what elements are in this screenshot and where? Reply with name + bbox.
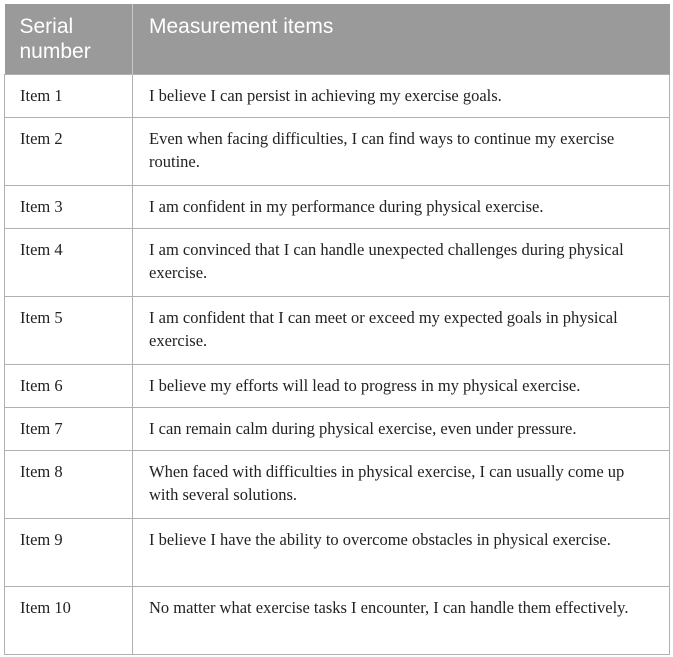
table-header-row xyxy=(5,4,670,75)
serial-cell: Item 9 xyxy=(5,519,133,587)
serial-cell: Item 5 xyxy=(5,297,133,365)
serial-cell: Item 2 xyxy=(5,118,133,186)
serial-cell: Item 8 xyxy=(5,451,133,519)
item-cell: When faced with difficulties in physical exercise, I can usually come up with several solutions. xyxy=(133,451,670,519)
table-row xyxy=(5,365,670,408)
serial-cell: Item 3 xyxy=(5,186,133,229)
serial-cell: Item 4 xyxy=(5,229,133,297)
header-serial-number: Serial number xyxy=(5,4,133,75)
item-cell: I am confident in my performance during physical exercise. xyxy=(133,186,670,229)
serial-cell: Item 1 xyxy=(5,75,133,118)
serial-cell: Item 10 xyxy=(5,587,133,655)
item-cell: I believe my efforts will lead to progress in my physical exercise. xyxy=(133,365,670,408)
item-cell: No matter what exercise tasks I encounter, I can handle them effectively. xyxy=(133,587,670,655)
table-row xyxy=(5,519,670,587)
table-row xyxy=(5,408,670,451)
serial-cell: Item 7 xyxy=(5,408,133,451)
item-cell: I am confident that I can meet or exceed my expected goals in physical exercise. xyxy=(133,297,670,365)
item-cell: I believe I have the ability to overcome obstacles in physical exercise. xyxy=(133,519,670,587)
table-row xyxy=(5,186,670,229)
serial-cell: Item 6 xyxy=(5,365,133,408)
item-cell: I am convinced that I can handle unexpected challenges during physical exercise. xyxy=(133,229,670,297)
table-container xyxy=(4,4,669,655)
table-row xyxy=(5,451,670,519)
item-cell: Even when facing difficulties, I can find ways to continue my exercise routine. xyxy=(133,118,670,186)
item-cell: I believe I can persist in achieving my exercise goals. xyxy=(133,75,670,118)
table-row xyxy=(5,75,670,118)
table-row xyxy=(5,118,670,186)
header-measurement-items: Measurement items xyxy=(133,4,670,75)
item-cell: I can remain calm during physical exercise, even under pressure. xyxy=(133,408,670,451)
table-row xyxy=(5,587,670,655)
table-row xyxy=(5,229,670,297)
table-row xyxy=(5,297,670,365)
measurement-items-table xyxy=(4,4,670,655)
